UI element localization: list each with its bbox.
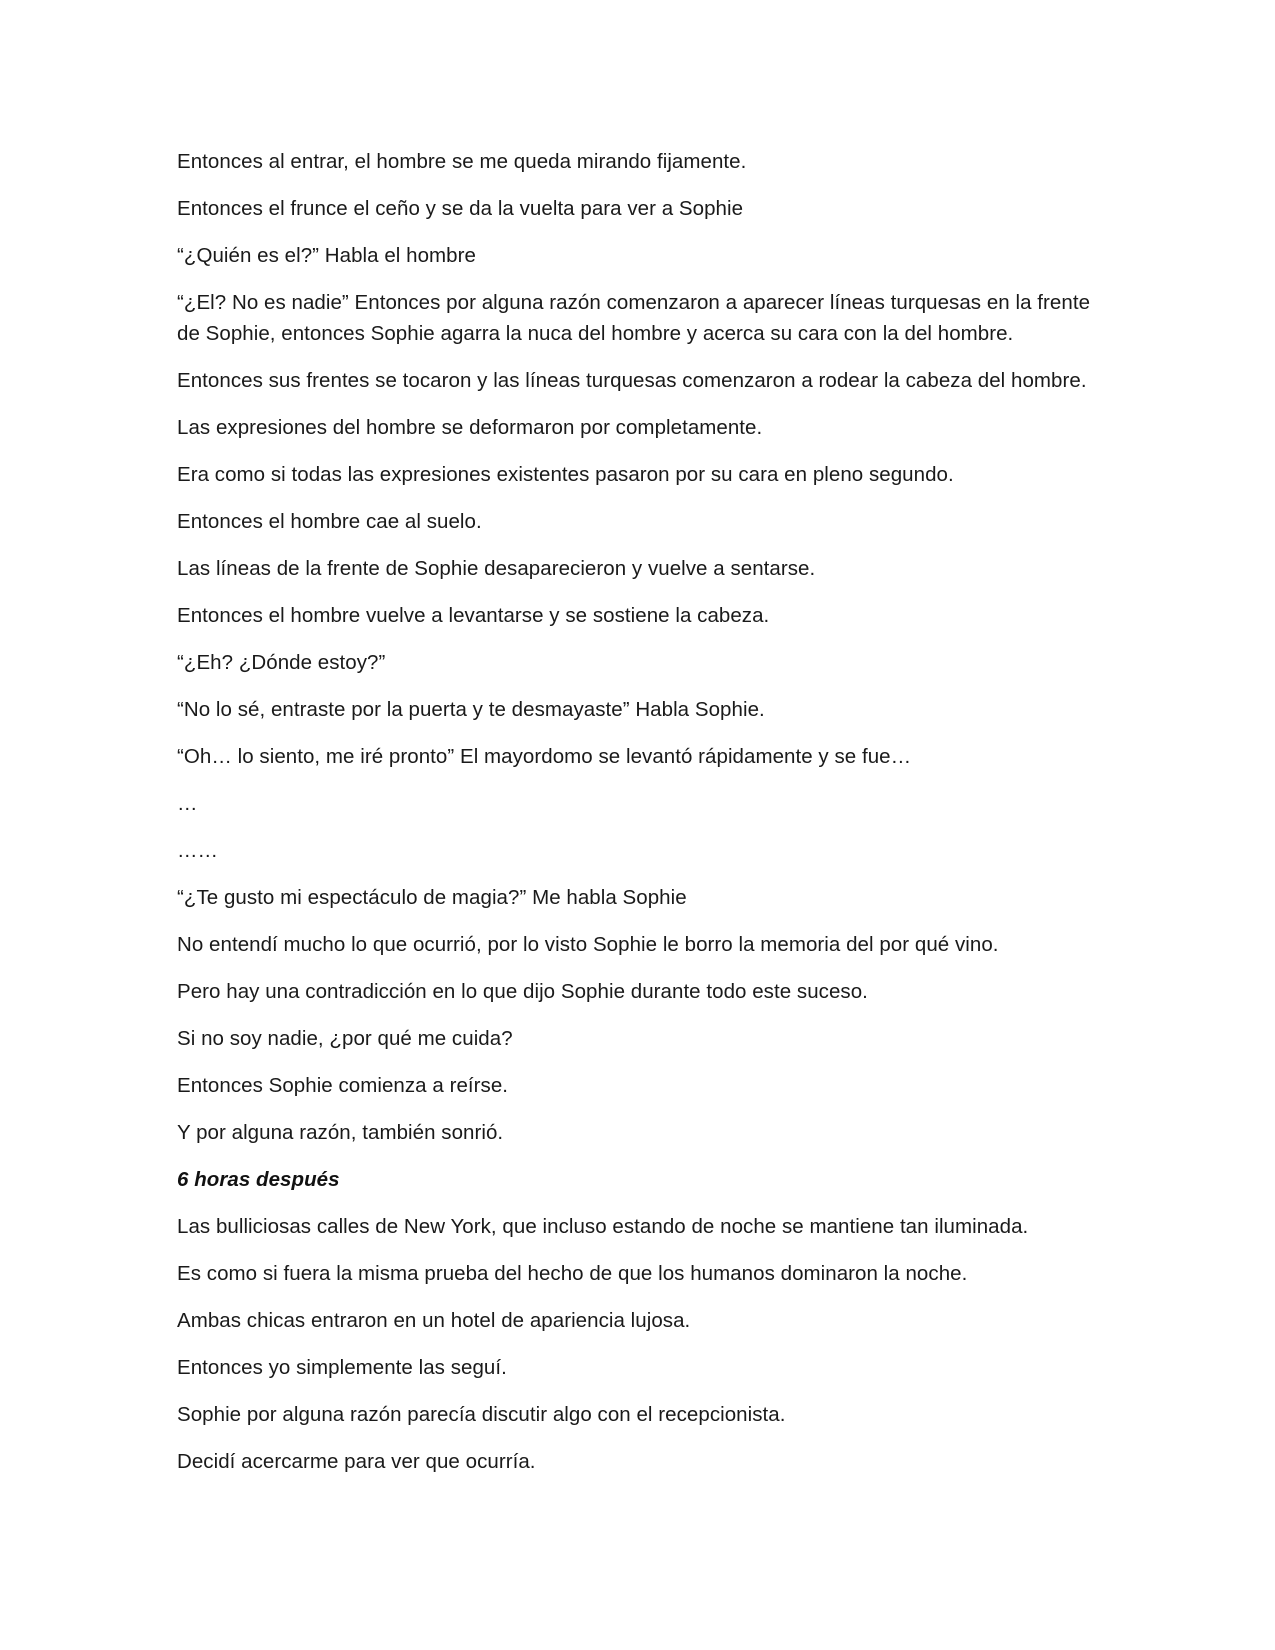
paragraph: Y por alguna razón, también sonrió. xyxy=(177,1121,504,1144)
paragraph: Entonces yo simplemente las seguí. xyxy=(177,1356,507,1379)
paragraph: Entonces al entrar, el hombre se me queda mirando fijamente. xyxy=(177,150,747,173)
document-body xyxy=(177,146,1117,1493)
paragraph: Entonces Sophie comienza a reírse. xyxy=(177,1074,509,1097)
paragraph: “¿Eh? ¿Dónde estoy?” xyxy=(177,651,386,674)
paragraph: “¿El? No es nadie” Entonces por alguna razón comenzaron a aparecer líneas turquesas en la frente de Sophie, entonces Sophie agarra la nuca del hombre y acerca su cara con la del hombre. xyxy=(177,291,1091,345)
paragraph: Las expresiones del hombre se deformaron por completamente. xyxy=(177,416,763,439)
paragraph: … xyxy=(177,792,198,815)
paragraph: Entonces sus frentes se tocaron y las líneas turquesas comenzaron a rodear la cabeza del hombre. xyxy=(177,369,1087,392)
paragraph: Sophie por alguna razón parecía discutir algo con el recepcionista. xyxy=(177,1403,786,1426)
paragraph: Decidí acercarme para ver que ocurría. xyxy=(177,1450,536,1473)
paragraph: “¿Te gusto mi espectáculo de magia?” Me habla Sophie xyxy=(177,886,687,909)
paragraph: “No lo sé, entraste por la puerta y te desmayaste” Habla Sophie. xyxy=(177,698,765,721)
paragraph: Era como si todas las expresiones existentes pasaron por su cara en pleno segundo. xyxy=(177,463,954,486)
paragraph: Entonces el hombre cae al suelo. xyxy=(177,510,482,533)
section-heading: 6 horas después xyxy=(177,1168,340,1191)
paragraph: “Oh… lo siento, me iré pronto” El mayordomo se levantó rápidamente y se fue… xyxy=(177,745,912,768)
paragraph: Entonces el frunce el ceño y se da la vuelta para ver a Sophie xyxy=(177,197,744,220)
paragraph: Si no soy nadie, ¿por qué me cuida? xyxy=(177,1027,513,1050)
paragraph: No entendí mucho lo que ocurrió, por lo visto Sophie le borro la memoria del por qué vino. xyxy=(177,933,999,956)
paragraph: Entonces el hombre vuelve a levantarse y se sostiene la cabeza. xyxy=(177,604,770,627)
paragraph: Las líneas de la frente de Sophie desaparecieron y vuelve a sentarse. xyxy=(177,557,816,580)
paragraph: Ambas chicas entraron en un hotel de apariencia lujosa. xyxy=(177,1309,691,1332)
paragraph: …… xyxy=(177,839,219,862)
paragraph: Pero hay una contradicción en lo que dijo Sophie durante todo este suceso. xyxy=(177,980,868,1003)
paragraph: Es como si fuera la misma prueba del hecho de que los humanos dominaron la noche. xyxy=(177,1262,968,1285)
paragraph: “¿Quién es el?” Habla el hombre xyxy=(177,244,476,267)
paragraph: Las bulliciosas calles de New York, que incluso estando de noche se mantiene tan iluminada. xyxy=(177,1215,1029,1238)
